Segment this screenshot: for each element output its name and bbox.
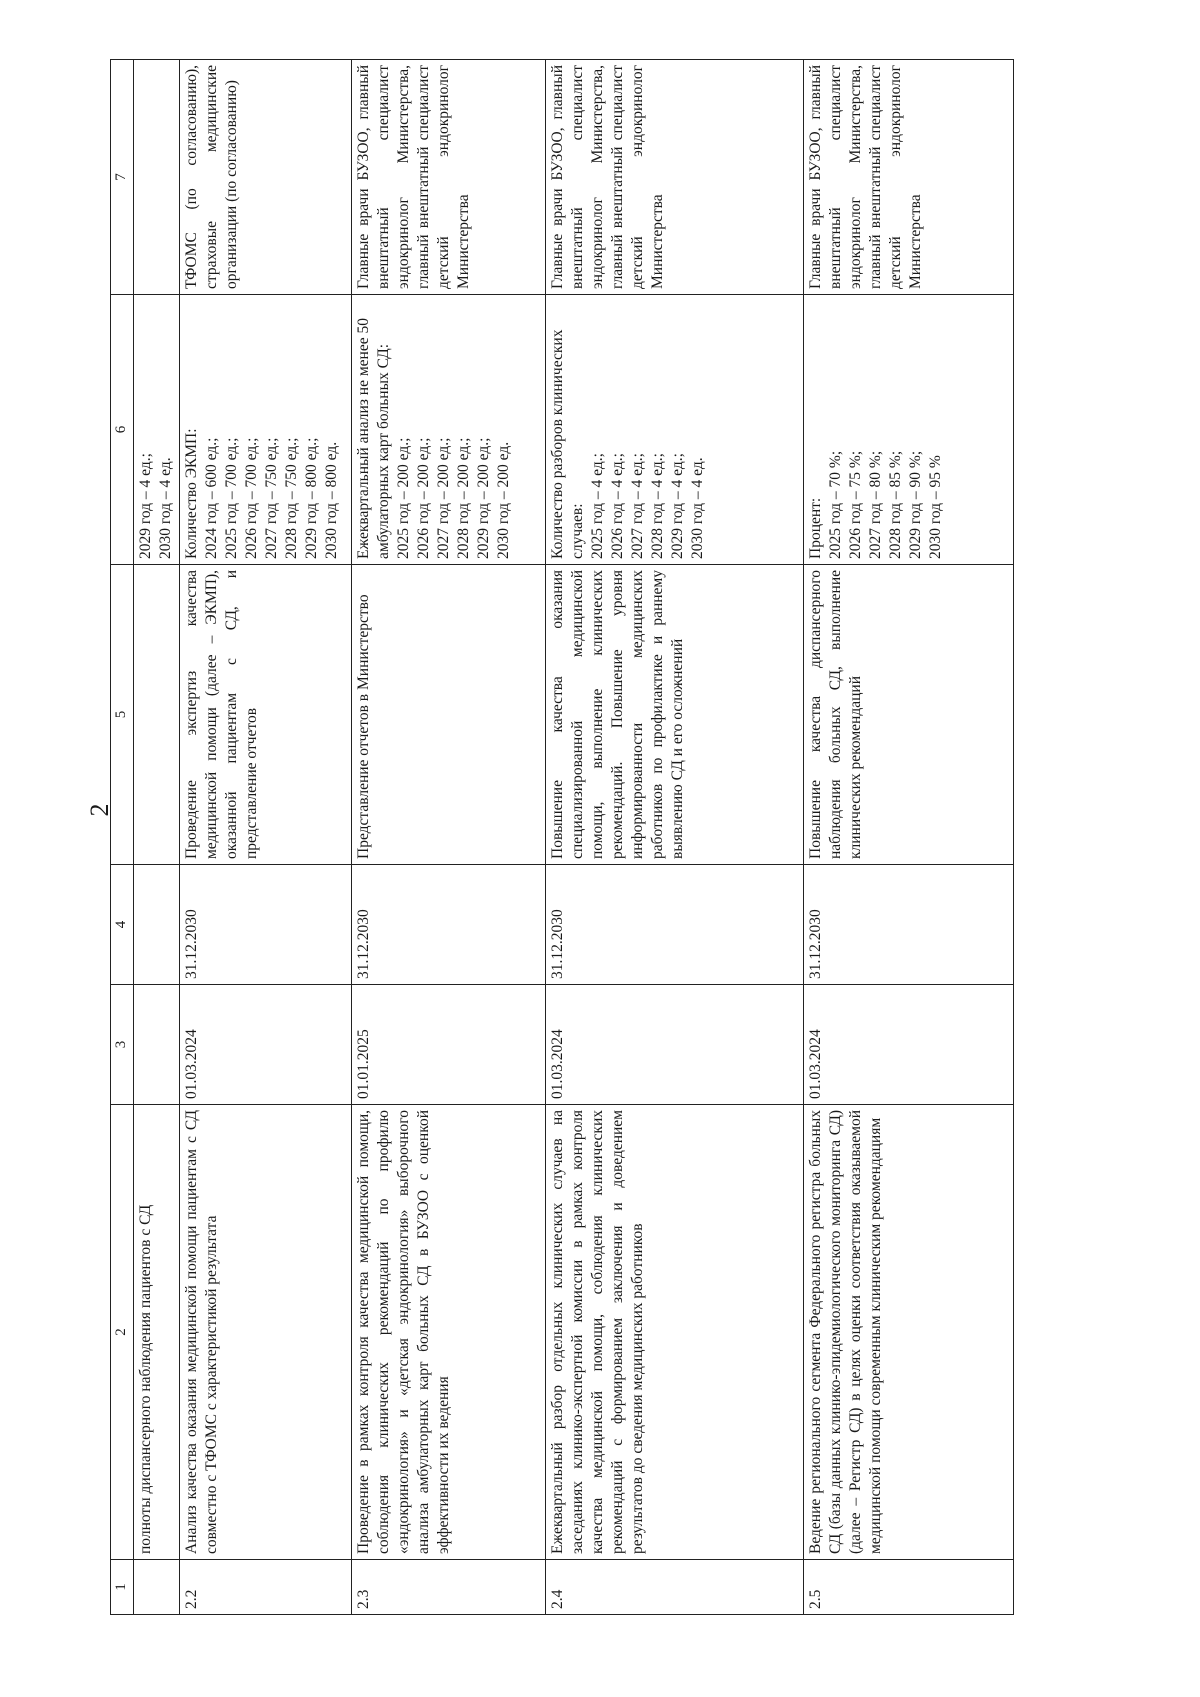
indicator-text: Ежеквартальный анализ не менее 50 амбулаторных карт больных СД: 2025 год – 200 ед.; 2026 год – 200 ед.; 2027 год – 200 ед.; 2028 год – 200 ед.; 2029 год – 200 ед.; 2030 год – 200 ед.: [355, 318, 512, 559]
table-row: [180, 60, 352, 1615]
cell-responsible: [546, 60, 804, 295]
cell-number: 2.3: [352, 1560, 546, 1615]
cell-end-date: 31.12.2030: [804, 865, 1014, 985]
responsible-text: ТФОМС (по согласованию), страховые медицинские организации (по согласованию): [183, 65, 240, 289]
cell-end-date: 31.12.2030: [352, 865, 546, 985]
cell-responsible: [134, 60, 180, 295]
cell-indicator: [134, 295, 180, 565]
table-row: [352, 60, 546, 1615]
cell-result: [352, 565, 546, 865]
cell-indicator: [546, 295, 804, 565]
plan-table: [110, 59, 1014, 1615]
cell-task: [134, 1105, 180, 1560]
table-row: [546, 60, 804, 1615]
task-text: Ведение регионального сегмента Федерального регистра больных СД (базы данных клинико-эпидемиологического мониторинга СД) (далее – Регистр СД) в целях оценки соответствия оказываемой медицинской помощи современным клиническим рекомендациям: [807, 1110, 884, 1554]
cell-number: 2.2: [180, 1560, 352, 1615]
result-text: Повышение качества оказания специализированной медицинской помощи, выполнение клинических рекомендаций. Повышение уровня информированности медицинских работников по профилактике и раннему выявлению СД и его осложнений: [549, 570, 686, 859]
cell-end-date: 31.12.2030: [180, 865, 352, 985]
cell-result: [546, 565, 804, 865]
indicator-text: Количество ЭКМП: 2024 год – 600 ед.; 2025 год – 700 ед.; 2026 год – 700 ед.; 2027 год – 750 ед.; 2028 год – 750 ед.; 2029 год – 800 ед.; 2030 год – 800 ед.: [183, 428, 340, 559]
cell-start: [134, 985, 180, 1105]
cell-end: [134, 865, 180, 985]
cell-number: [134, 1560, 180, 1615]
header-row: [111, 60, 134, 1615]
cell-number: 2.5: [804, 1560, 1014, 1615]
header-col-7: 7: [111, 60, 134, 295]
task-text: Ежеквартальный разбор отдельных клинических случаев на заседаниях клинико-экспертной комиссии в рамках контроля качества медицинской помощи, соблюдения клинических рекомендаций с формированием заключения и доведением результатов до сведения медицинских работников: [549, 1110, 646, 1554]
page-number: 2: [85, 803, 114, 817]
task-text: Анализ качества оказания медицинской помощи пациентам с СД совместно с ТФОМС с характеристикой результата: [183, 1110, 220, 1554]
header-col-3: 3: [111, 985, 134, 1105]
indicator-text: Процент: 2025 год – 70 %; 2026 год – 75 %; 2027 год – 80 %; 2028 год – 85 %; 2029 год – 90 %; 2030 год – 95 %: [807, 450, 944, 559]
cell-task: [546, 1105, 804, 1560]
result-text: Повышение качества диспансерного наблюдения больных СД, выполнение клинических рекомендаций: [807, 570, 864, 859]
responsible-text: Главные врачи БУЗОО, главный внештатный специалист эндокринолог Министерства, главный внештатный специалист детский эндокринолог Министерства: [807, 65, 924, 289]
indicator-text: Количество разборов клинических случаев: 2025 год – 4 ед.; 2026 год – 4 ед.; 2027 год – 4 ед.; 2028 год – 4 ед.; 2029 год – 4 ед.; 2030 год – 4 ед.: [549, 329, 706, 559]
result-text: Проведение экспертиз качества медицинской помощи (далее – ЭКМП), оказанной пациентам с СД, и представление отчетов: [183, 570, 260, 859]
header-col-2: 2: [111, 1105, 134, 1560]
cell-indicator: [804, 295, 1014, 565]
cell-task: [804, 1105, 1014, 1560]
cell-start-date: 01.03.2024: [180, 985, 352, 1105]
cell-responsible: [804, 60, 1014, 295]
cell-responsible: [180, 60, 352, 295]
cell-task: [180, 1105, 352, 1560]
cell-end-date: 31.12.2030: [546, 865, 804, 985]
indicator-text: 2029 год – 4 ед.; 2030 год – 4 ед.: [137, 453, 174, 559]
cell-indicator: [180, 295, 352, 565]
cell-responsible: [352, 60, 546, 295]
task-text: полноты диспансерного наблюдения пациентов с СД: [137, 1204, 154, 1554]
responsible-text: Главные врачи БУЗОО, главный внештатный специалист эндокринолог Министерства, главный внештатный специалист детский эндокринолог Министерства: [549, 65, 666, 289]
cell-number: 2.4: [546, 1560, 804, 1615]
responsible-text: Главные врачи БУЗОО, главный внештатный специалист эндокринолог Министерства, главный внештатный специалист детский эндокринолог Министерства: [355, 65, 472, 289]
cell-result: [134, 565, 180, 865]
header-col-5: 5: [111, 565, 134, 865]
header-col-6: 6: [111, 295, 134, 565]
cell-result: [180, 565, 352, 865]
cell-task: [352, 1105, 546, 1560]
result-text: Представление отчетов в Министерство: [355, 594, 372, 859]
cell-result: [804, 565, 1014, 865]
table-row-continuation: [134, 60, 180, 1615]
cell-start-date: 01.01.2025: [352, 985, 546, 1105]
rotated-table-container: [110, 60, 1090, 1615]
task-text: Проведение в рамках контроля качества медицинской помощи, соблюдения клинических рекомендаций по профилю «эндокринология» и «детская эндокринология» выборочного анализа амбулаторных карт больных СД в БУЗОО с оценкой эффективности их ведения: [355, 1110, 452, 1554]
table-row: [804, 60, 1014, 1615]
cell-start-date: 01.03.2024: [804, 985, 1014, 1105]
header-col-1: 1: [111, 1560, 134, 1615]
cell-start-date: 01.03.2024: [546, 985, 804, 1105]
header-col-4: 4: [111, 865, 134, 985]
cell-indicator: [352, 295, 546, 565]
